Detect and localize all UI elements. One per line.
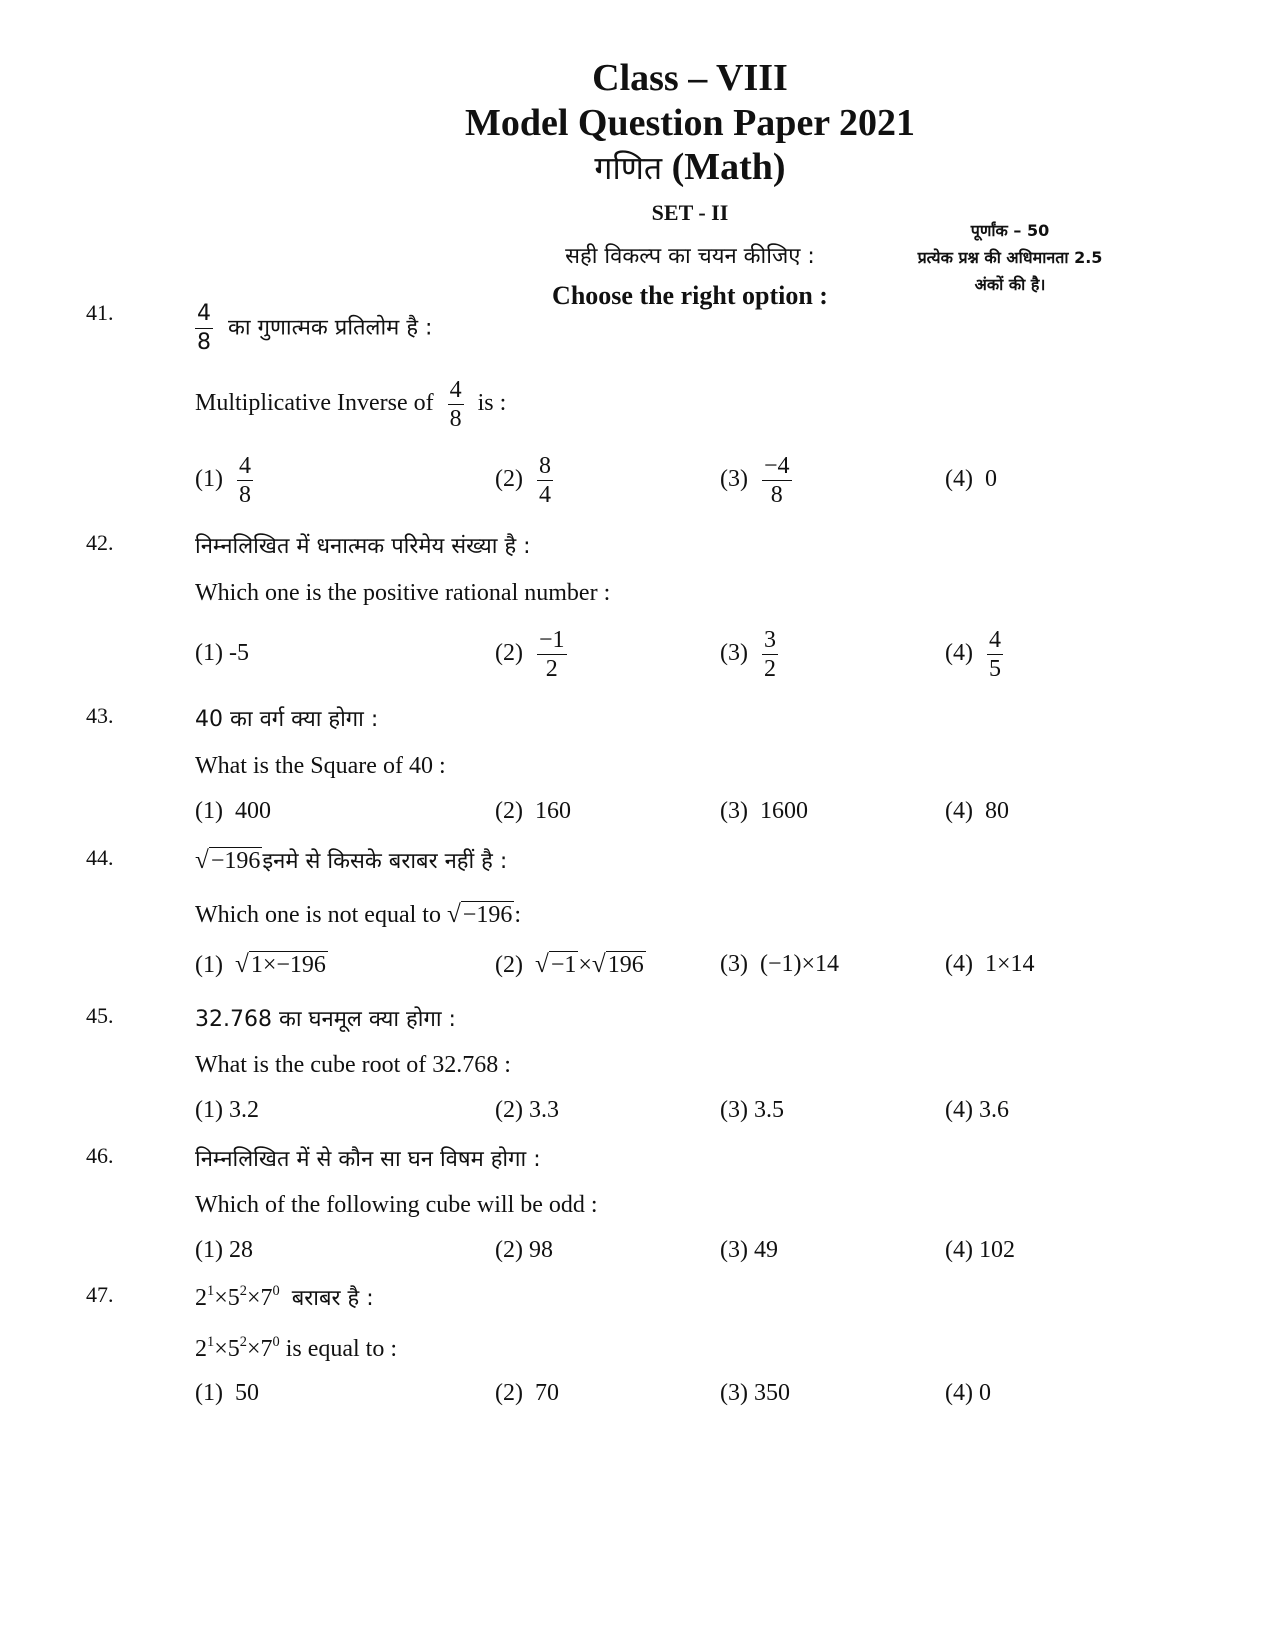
total-marks: पूर्णांक – 50 (970, 221, 1050, 240)
question-number: 43. (86, 703, 114, 728)
question-number: 41. (86, 300, 114, 325)
question-text-english: What is the cube root of 32.768 : (195, 1052, 511, 1078)
option-3: (3) 1600 (720, 798, 808, 824)
class-heading: Class – VIII (592, 57, 788, 99)
question-text-hindi: $2^1\times 5^2\times 7^0$ बराबर है : (195, 1282, 374, 1311)
subject-english: (Math) (671, 146, 786, 188)
option-2: (2) $\frac{-1}{2}$ (495, 627, 565, 682)
subject-hindi: गणित (594, 149, 663, 187)
option-4: (4) 3.6 (945, 1097, 1009, 1123)
question-text-hindi: $\frac{4}{8}$ का गुणात्मक प्रतिलोम है : (197, 301, 433, 355)
fraction: $\frac{4}{8}$ (197, 301, 211, 355)
question-text-english: Which one is the positive rational number : (195, 580, 611, 606)
option-4: (4) 0 (945, 466, 997, 492)
option-1: (1) 50 (195, 1380, 259, 1406)
option-3: (3) 3.5 (720, 1097, 784, 1123)
question-text-english: Multiplicative Inverse of $\frac{4}{8}$ is : (195, 377, 507, 432)
option-2: (2) 160 (495, 798, 571, 824)
option-3: (3) $\frac{3}{2}$ (720, 627, 776, 682)
option-1: (1) 3.2 (195, 1097, 259, 1123)
square-root: √1×−196 (234, 951, 326, 978)
square-root: √−1 (534, 951, 577, 978)
option-3: (3) 350 (720, 1380, 790, 1406)
option-3: (3) $\frac{-4}{8}$ (720, 453, 790, 508)
square-root: √196 (591, 951, 644, 978)
fraction: $\frac{-1}{2}$ (538, 627, 565, 682)
fraction: $\frac{4}{8}$ (238, 453, 251, 508)
option-3: (3) (−1)×14 (720, 951, 840, 977)
question-text-english: What is the Square of 40 : (195, 753, 446, 779)
subject-heading (0, 145, 1275, 189)
fraction: $\frac{4}{8}$ (449, 377, 462, 432)
question-text-hindi: निम्नलिखित में से कौन सा घन विषम होगा : (195, 1147, 541, 1172)
question-text-english: $2^1\times 5^2\times 7^0$ is equal to : (195, 1333, 398, 1362)
question-text-hindi: 40 का वर्ग क्या होगा : (195, 707, 379, 732)
option-2: (2) 98 (495, 1237, 553, 1263)
option-4: (4) $\frac{4}{5}$ (945, 627, 1001, 682)
option-4: (4) 1×14 (945, 951, 1035, 977)
question-text-hindi: √−196इनमे से किसके बराबर नहीं है : (195, 847, 508, 874)
question-number: 45. (86, 1003, 114, 1028)
fraction: $\frac{-4}{8}$ (763, 453, 790, 508)
question-number: 46. (86, 1143, 114, 1168)
fraction: $\frac{8}{4}$ (538, 453, 551, 508)
instruction-english: Choose the right option : (552, 281, 828, 310)
option-3: (3) 49 (720, 1237, 778, 1263)
square-root: √−196 (446, 901, 513, 928)
option-2: (2) 3.3 (495, 1097, 559, 1123)
option-2: (2) 70 (495, 1380, 559, 1406)
marks-per-question: प्रत्येक प्रश्न की अधिमानता 2.5 (917, 248, 1103, 267)
exponent-expression: $2^1\times 5^2\times 7^0$ (195, 1333, 280, 1362)
exponent-expression: $2^1\times 5^2\times 7^0$ (195, 1282, 280, 1311)
question-number: 44. (86, 845, 114, 870)
square-root: √−196 (195, 847, 261, 874)
option-1: (1) 400 (195, 798, 271, 824)
marks-info (880, 217, 1140, 298)
question-text-hindi: 32.768 का घनमूल क्या होगा : (195, 1007, 456, 1032)
option-4: (4) 0 (945, 1380, 991, 1406)
question-text-hindi: निम्नलिखित में धनात्मक परिमेय संख्या है : (195, 534, 531, 559)
option-1: (1) -5 (195, 640, 249, 666)
option-1: (1) $\frac{4}{8}$ (195, 453, 251, 508)
marks-per-question-cont: अंकों की है। (974, 275, 1046, 294)
question-number: 42. (86, 530, 114, 555)
fraction: $\frac{4}{5}$ (988, 627, 1001, 682)
option-4: (4) 102 (945, 1237, 1015, 1263)
option-1: (1) √1×−196 (195, 951, 326, 978)
instruction-hindi: सही विकल्प का चयन कीजिए : (565, 244, 815, 269)
option-1: (1) 28 (195, 1237, 253, 1263)
question-number: 47. (86, 1282, 114, 1307)
question-text-english: Which one is not equal to √−196: (195, 901, 521, 928)
paper-title: Model Question Paper 2021 (464, 102, 915, 144)
option-4: (4) 80 (945, 798, 1009, 824)
question-text-english: Which of the following cube will be odd : (195, 1192, 598, 1218)
option-2: (2) $\frac{8}{4}$ (495, 453, 551, 508)
fraction: $\frac{3}{2}$ (763, 627, 776, 682)
option-2: (2) √−1×√196 (495, 951, 644, 978)
set-label: SET - II (651, 200, 729, 225)
